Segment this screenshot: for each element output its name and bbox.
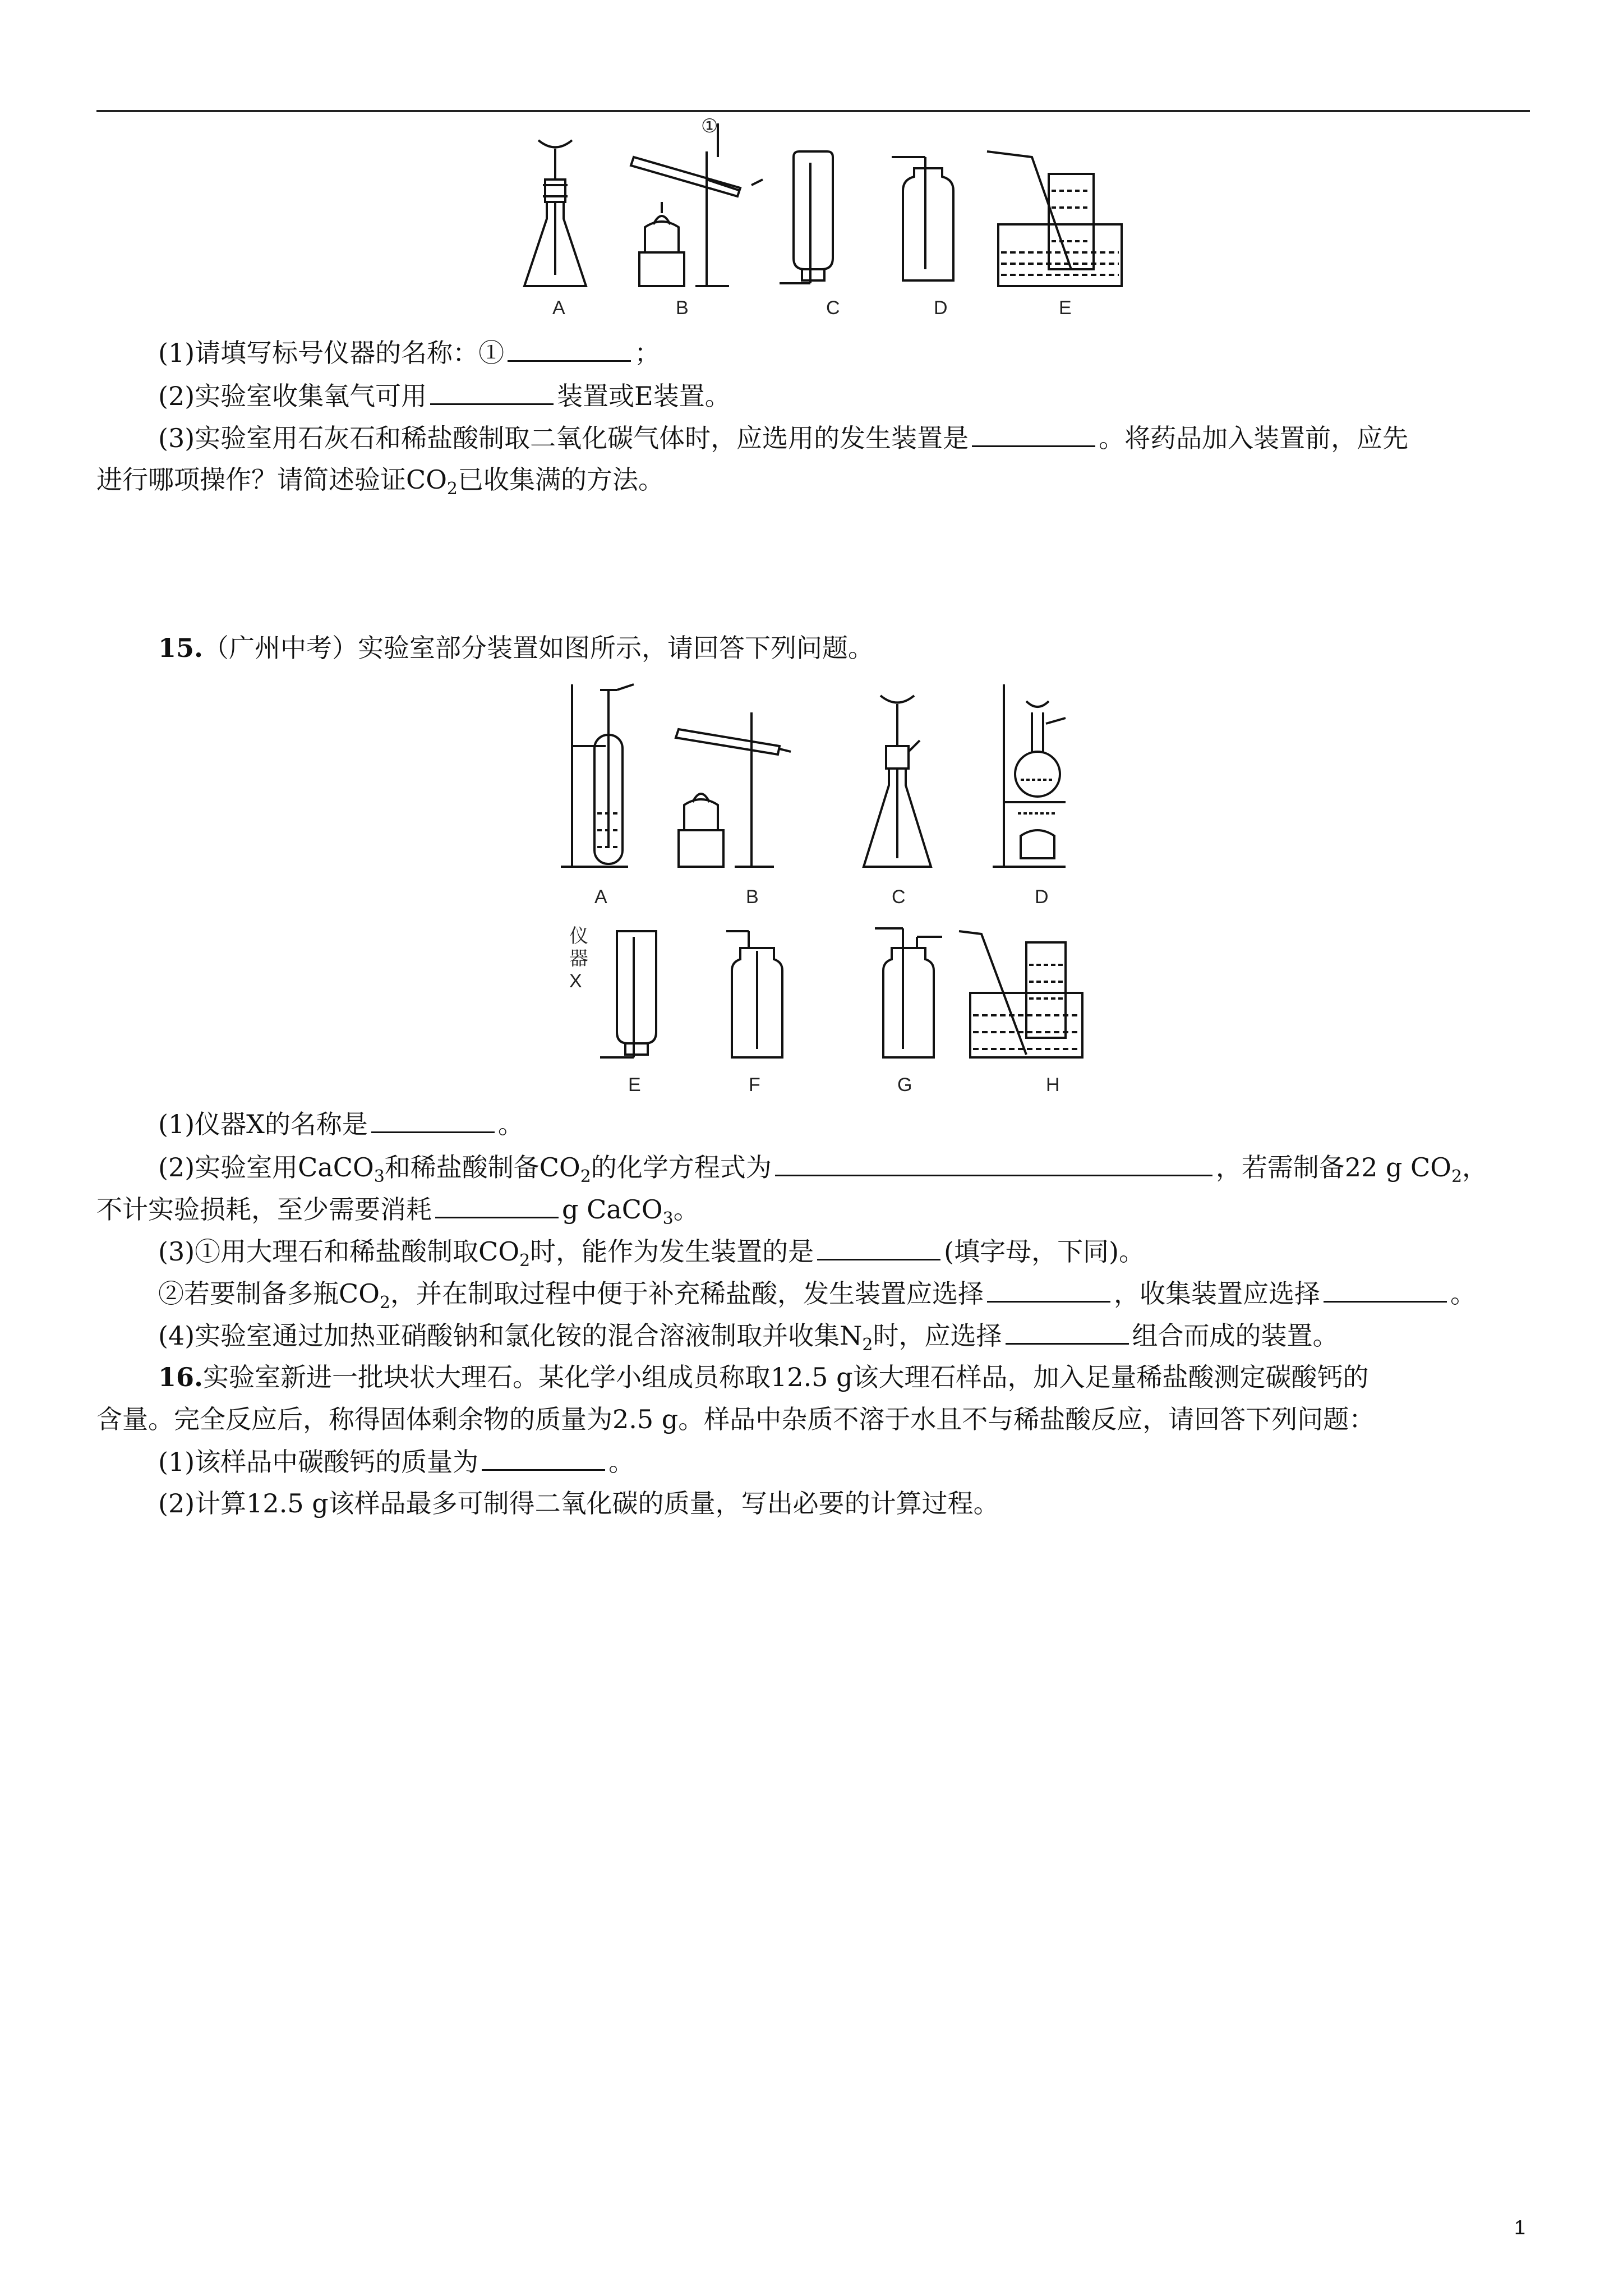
apparatus-h-trough <box>959 931 1082 1057</box>
q15-title: 15.（广州中考）实验室部分装置如图所示，请回答下列问题。 <box>158 633 874 663</box>
label-g: G <box>897 1074 912 1096</box>
label-a: A <box>552 297 565 319</box>
label-f: F <box>749 1074 760 1096</box>
apparatus-c-flask <box>864 696 931 867</box>
answer-blank[interactable] <box>430 379 554 405</box>
label-e: E <box>628 1074 641 1096</box>
q14-part3: (3)实验室用石灰石和稀盐酸制取二氧化碳气体时，应选用的发生装置是 。将药品加入装置前，应先 <box>158 421 1594 455</box>
label-c: C <box>826 297 840 319</box>
answer-blank[interactable] <box>972 421 1095 447</box>
q16-part1: (1)该样品中碳酸钙的质量为 。 <box>158 1444 1594 1479</box>
q14-part2: (2)实验室收集氧气可用 装置或E装置。 <box>158 379 1594 413</box>
label-b: B <box>746 886 759 908</box>
q16-intro-line2: 含量。完全反应后，称得固体剩余物的质量为2.5 g。样品中杂质不溶于水且不与稀盐酸反应，请回答下列问题： <box>96 1404 1375 1434</box>
marker-1: ① <box>701 118 718 137</box>
apparatus-e-trough <box>987 151 1122 286</box>
answer-blank[interactable] <box>817 1234 940 1260</box>
q15-part3-1: (3)①用大理石和稀盐酸制取$CO_2$时，能作为发生装置的是 (填字母，下同)。 <box>158 1234 1594 1278</box>
figure-apparatus-1 <box>522 118 1138 331</box>
figure-apparatus-2-bottom <box>566 920 1127 1099</box>
q15-part3-2: ②若要制备多瓶$CO_2$，并在制取过程中便于补充稀盐酸，发生装置应选择 ，收集装置应选择 。 <box>158 1276 1594 1320</box>
apparatus-d-bottle <box>892 157 953 280</box>
page-number: 1 <box>1514 2216 1526 2239</box>
label-e: E <box>1059 297 1072 319</box>
apparatus-g-bottle <box>875 928 942 1057</box>
q15-part2: (2)实验室用CaCO$_3$和稀盐酸制备$CO_2$的化学方程式为 ，若需制备22 g $CO_2$， <box>158 1150 1594 1194</box>
q14-part1: (1)请填写标号仪器的名称：① ； <box>158 335 1594 370</box>
answer-blank[interactable] <box>435 1192 559 1218</box>
label-a: A <box>594 886 607 908</box>
q15-part1: (1)仪器X的名称是 。 <box>158 1107 1594 1141</box>
answer-blank[interactable] <box>508 335 631 362</box>
apparatus-b-heating <box>676 712 791 867</box>
apparatus-a-stand-tube <box>561 684 634 867</box>
answer-blank[interactable] <box>371 1107 495 1133</box>
label-d: D <box>934 297 948 319</box>
q16-intro-line1: 16.实验室新进一批块状大理石。某化学小组成员称取12.5 g该大理石样品，加入足量稀盐酸测定碳酸钙的 <box>158 1362 1369 1392</box>
apparatus-d-flask-heat <box>993 684 1066 867</box>
label-b: B <box>676 297 689 319</box>
q14-part3-cont: 进行哪项操作？请简述验证$CO_2$已收集满的方法。 <box>96 464 665 499</box>
answer-blank[interactable] <box>1324 1276 1447 1303</box>
label-d: D <box>1035 886 1049 908</box>
apparatus-f-bottle <box>726 931 782 1057</box>
answer-blank[interactable] <box>1006 1318 1129 1345</box>
instrument-x-label-3: X <box>569 970 582 992</box>
header-rule <box>96 110 1530 112</box>
answer-blank[interactable] <box>482 1444 605 1471</box>
apparatus-c-bottle <box>780 151 833 283</box>
label-h: H <box>1046 1074 1060 1096</box>
figure-apparatus-2-top <box>555 679 1099 914</box>
apparatus-b-heating <box>631 123 763 286</box>
answer-blank[interactable] <box>775 1150 1212 1176</box>
answer-blank[interactable] <box>987 1276 1110 1303</box>
apparatus-e-bottle <box>600 931 656 1057</box>
apparatus-a-flask <box>524 140 586 286</box>
q15-part4: (4)实验室通过加热亚硝酸钠和氯化铵的混合溶液制取并收集$N_2$时，应选择 组合而成的装置。 <box>158 1318 1594 1362</box>
instrument-x-label-1: 仪 <box>569 926 588 947</box>
q15-part2-cont: 不计实验损耗，至少需要消耗 g CaCO$_3$。 <box>96 1192 1532 1236</box>
q16-part2: (2)计算12.5 g该样品最多可制得二氧化碳的质量，写出必要的计算过程。 <box>158 1488 999 1519</box>
label-c: C <box>892 886 906 908</box>
instrument-x-label-2: 器 <box>569 948 588 969</box>
